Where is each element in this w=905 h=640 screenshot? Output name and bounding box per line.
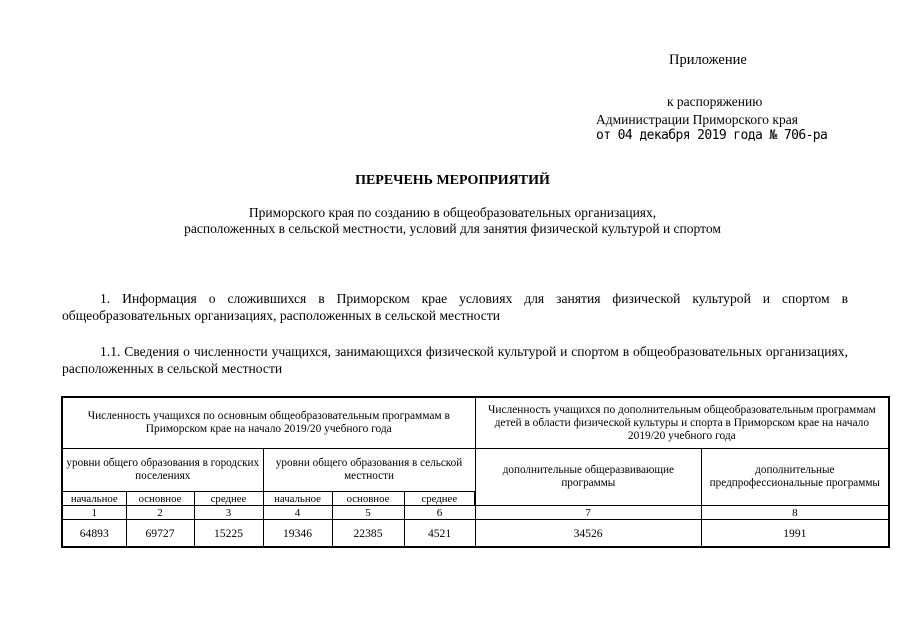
table-level-cell: начальное — [263, 492, 332, 506]
table-column-number: 1 — [62, 506, 126, 520]
table-level-cell: среднее — [194, 492, 263, 506]
table-value-cell: 69727 — [126, 520, 194, 548]
document-subheading-line-2: расположенных в сельской местности, условий для занятия физической культурой и спортом — [184, 221, 721, 236]
table-column-number: 8 — [701, 506, 889, 520]
table-group-rural: уровни общего образования в сельской местности — [263, 449, 475, 492]
table-level-cell: основное — [126, 492, 194, 506]
table-value-cell: 1991 — [701, 520, 889, 548]
table-level-cell: начальное — [62, 492, 126, 506]
table-header-main-programs: Численность учащихся по основным общеобразовательным программам в Приморском крае на начало 2019/20 учебного года — [62, 397, 475, 449]
section-1-1-paragraph: 1.1. Сведения о численности учащихся, занимающихся физической культурой и спортом в общеобразовательных организациях, расположенных в сельской местности — [62, 344, 848, 376]
document-heading: ПЕРЕЧЕНЬ МЕРОПРИЯТИЙ — [355, 173, 550, 188]
table-group-urban: уровни общего образования в городских поселениях — [62, 449, 263, 492]
table-value-cell: 19346 — [263, 520, 332, 548]
appendix-date-stamp: от 04 декабря 2019 года № 706-ра — [596, 128, 828, 143]
section-1-paragraph: 1. Информация о сложившихся в Приморском крае условиях для занятия физической культурой и спортом в общеобразовательных организациях, расположенных в сельской местности — [62, 291, 848, 323]
table-column-number: 2 — [126, 506, 194, 520]
appendix-authority-line: Администрации Приморского края — [596, 112, 798, 127]
students-count-table — [61, 396, 890, 548]
table-value-cell: 34526 — [475, 520, 701, 548]
table-value-cell: 4521 — [404, 520, 475, 548]
table-group-pre-professional: дополнительные предпрофессиональные программы — [701, 449, 889, 506]
document-subheading-line-1: Приморского края по созданию в общеобразовательных организациях, — [248, 205, 657, 220]
table-column-number: 3 — [194, 506, 263, 520]
table-column-number: 6 — [404, 506, 475, 520]
table-value-cell: 64893 — [62, 520, 126, 548]
table-column-number: 5 — [332, 506, 404, 520]
table-column-number: 7 — [475, 506, 701, 520]
table-header-additional-programs: Численность учащихся по дополнительным общеобразовательным программам детей в области физической культуры и спорта в Приморском крае на начало 2019/20 учебного года — [475, 397, 889, 449]
table-level-cell: основное — [332, 492, 404, 506]
appendix-title: Приложение — [669, 52, 747, 68]
appendix-reference-line: к распоряжению — [667, 94, 763, 109]
table-value-cell: 22385 — [332, 520, 404, 548]
table-level-cell: среднее — [404, 492, 475, 506]
table-group-general-development: дополнительные общеразвивающие программы — [475, 449, 701, 506]
table-value-cell: 15225 — [194, 520, 263, 548]
table-column-number: 4 — [263, 506, 332, 520]
table-row — [62, 520, 889, 548]
